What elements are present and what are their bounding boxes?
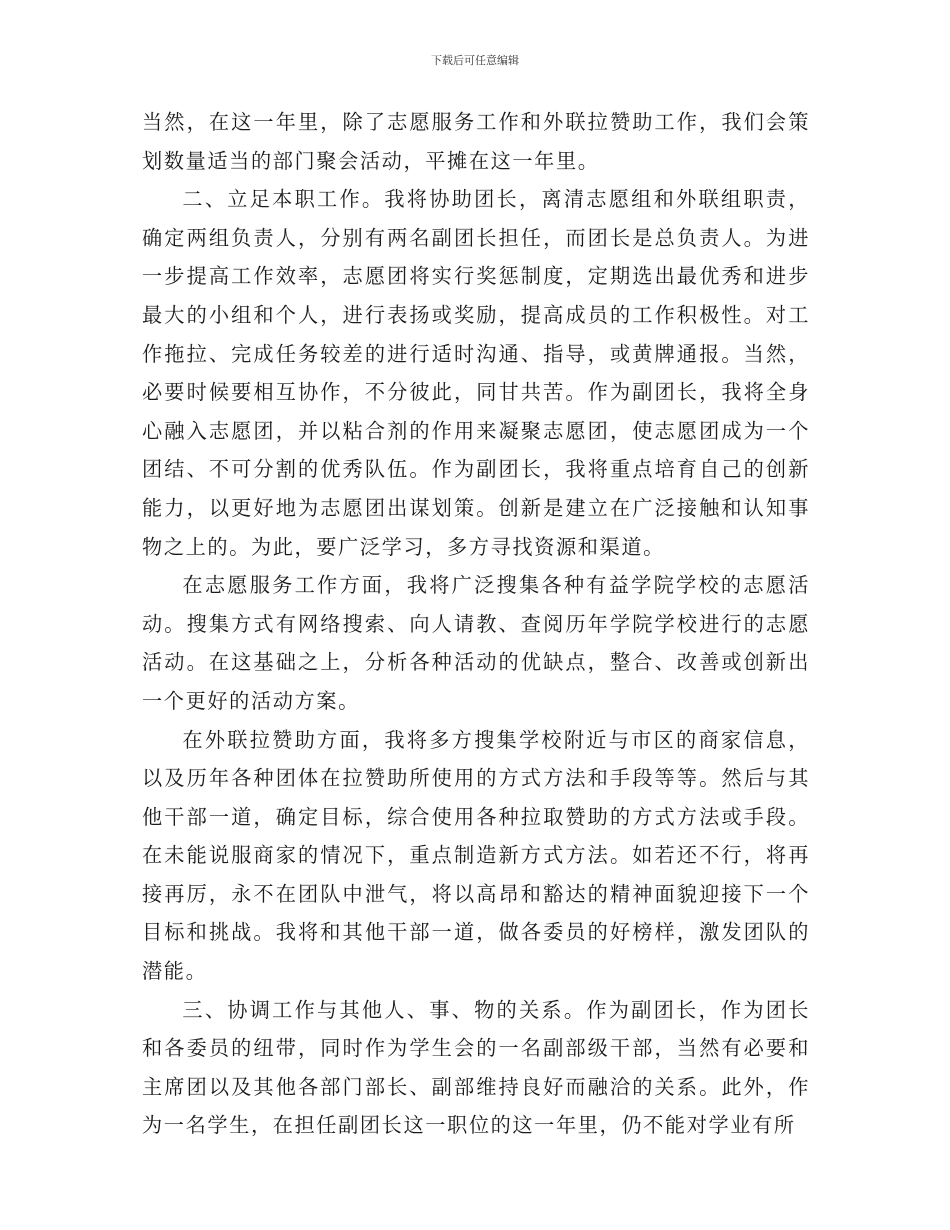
paragraph-5: 三、协调工作与其他人、事、物的关系。作为副团长，作为团长和各委员的纽带，同时作为学生会的一名副部级干部，当然有必要和主席团以及其他各部门部长、副部维持良好而融洽的关系。此外，作为一名学生，在担任副团长这一职位的这一年里，仍不能对学业有所 — [142, 997, 810, 1138]
paragraph-1: 当然，在这一年里，除了志愿服务工作和外联拉赞助工作，我们会策划数量适当的部门聚会活动，平摊在这一年里。 — [142, 110, 810, 173]
paragraph-2: 二、立足本职工作。我将协助团长，离清志愿组和外联组职责，确定两组负责人，分别有两名副团长担任，而团长是总负责人。为进一步提高工作效率，志愿团将实行奖惩制度，定期选出最优秀和进步最大的小组和个人，进行表扬或奖励，提高成员的工作积极性。对工作拖拉、完成任务较差的进行适时沟通、指导，或黄牌通报。当然，必要时候要相互协作，不分彼此，同甘共苦。作为副团长，我将全身心融入志愿团，并以粘合剂的作用来凝聚志愿团，使志愿团成为一个团结、不可分割的优秀队伍。作为副团长，我将重点培育自己的创新能力，以更好地为志愿团出谋划策。创新是建立在广泛接触和认知事物之上的。为此，要广泛学习，多方寻找资源和渠道。 — [142, 187, 810, 559]
page-header: 下载后可任意编辑 — [431, 54, 519, 67]
paragraph-4: 在外联拉赞助方面，我将多方搜集学校附近与市区的商家信息，以及历年各种团体在拉赞助所使用的方式方法和手段等等。然后与其他干部一道，确定目标，综合使用各种拉取赞助的方式方法或手段。在未能说服商家的情况下，重点制造新方式方法。如若还不行，将再接再厉，永不在团队中泄气，将以高昂和豁达的精神面貌迎接下一个目标和挑战。我将和其他干部一道，做各委员的好榜样，激发团队的潜能。 — [142, 727, 810, 984]
document-body — [142, 103, 810, 1145]
paragraph-3: 在志愿服务工作方面，我将广泛搜集各种有益学院学校的志愿活动。搜集方式有网络搜索、向人请教、查阅历年学院学校进行的志愿活动。在这基础之上，分析各种活动的优缺点，整合、改善或创新出一个更好的活动方案。 — [142, 573, 810, 713]
